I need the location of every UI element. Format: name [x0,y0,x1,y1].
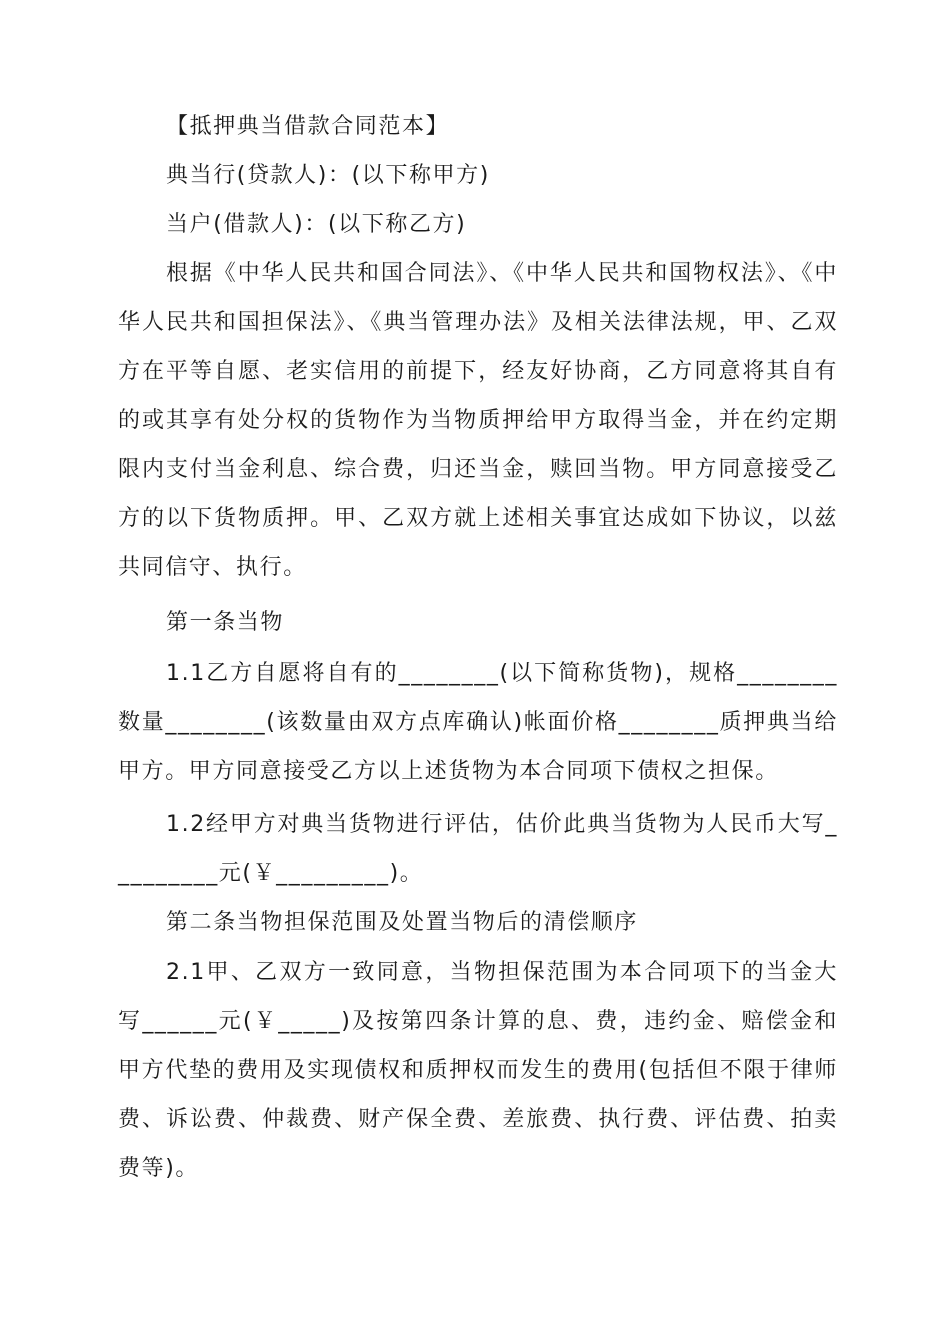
document-title: 【抵押典当借款合同范本】 [166,114,450,139]
preamble-paragraph: 根据《中华人民共和国合同法》、《中华人民共和国物权法》、《中华人民共和国担保法》、《典当管理办法》及相关法律法规，甲、乙双方在平等自愿、老实信用的前提下，经友好协商，乙方同意将其自有的或其享有处分权的货物作为当物质押给甲方取得当金，并在约定期限内支付当金利息、综合费，归还当金，赎回当物。甲方同意接受乙方的以下货物质押。甲、乙双方就上述相关事宜达成如下协议，以兹共同信守、执行。 [118,261,838,580]
clause-1-1: 1.1乙方自愿将自有的________(以下简称货物)，规格________数量________(该数量由双方点库确认)帐面价格________质押典当给甲方。甲方同意接受乙方以上述货物为本合同项下债权之担保。 [118,661,838,784]
borrower-line: 当户(借款人)：(以下称乙方) [166,212,467,237]
article-2-heading: 第二条当物担保范围及处置当物后的清偿顺序 [166,910,639,935]
clause-1-2: 1.2经甲方对典当货物进行评估，估价此典当货物为人民币大写_________元(￥_________)。 [118,812,838,886]
clause-2-1: 2.1甲、乙双方一致同意，当物担保范围为本合同项下的当金大写______元(￥_____)及按第四条计算的息、费，违约金、赔偿金和甲方代垫的费用及实现债权和质押权而发生的费用(包括但不限于律师费、诉讼费、仲裁费、财产保全费、差旅费、执行费、评估费、拍卖费等)。 [118,960,838,1181]
article-1-heading: 第一条当物 [166,610,285,635]
lender-line: 典当行(贷款人)：(以下称甲方) [166,163,490,188]
